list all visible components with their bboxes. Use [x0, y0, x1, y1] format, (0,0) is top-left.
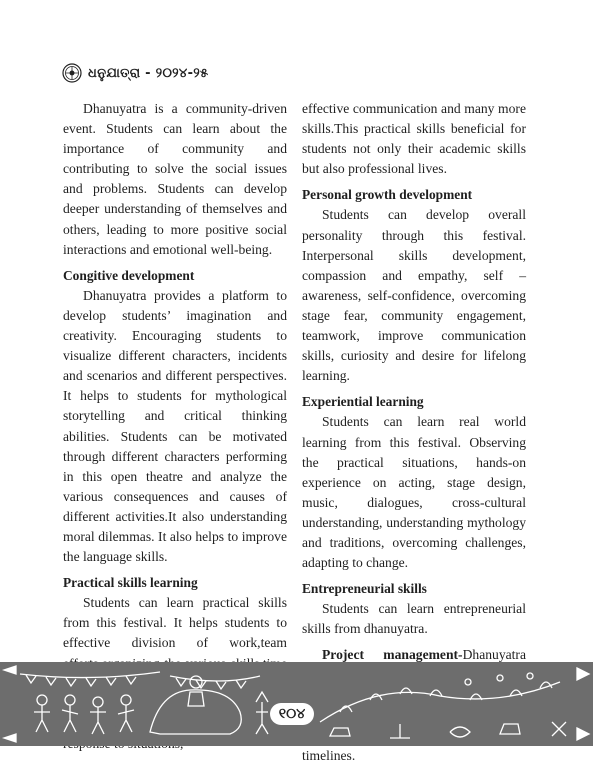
left-column — [63, 99, 287, 754]
intro-paragraph: Dhanuyatra is a community-driven event. Students can learn about the importance of community and contributing to solve the social issues and problems. Students can develop deeper understanding of themselves and others, leading to more positive social interactions and emotional well-being. — [63, 101, 287, 257]
project-text: Dhanuyatra timelines. — [302, 647, 526, 763]
cognitive-heading: Congitive development — [63, 267, 195, 283]
experiential-paragraph: Students can learn real world learning from this festival. Observing the practical situations, hands-on experience on acting, stage design, music, dialogues, cross-cultural understanding, understanding mythology and traditions, overcoming challenges, adapting to change. — [302, 414, 526, 571]
page-number-badge — [270, 703, 314, 725]
continued-paragraph: effective communication and many more skills.This practical skills beneficial for students not only their academic skills but also professional lives. — [302, 101, 526, 177]
personal-heading: Personal growth development — [302, 187, 473, 203]
header-title: ଧନୁଯାତ୍ରା - ୨୦୨୪-୨୫ — [88, 65, 209, 81]
experiential-heading: Experiential learning — [302, 394, 424, 410]
entrepreneurial-paragraph: Students can learn entrepreneurial skills from dhanuyatra. — [302, 601, 526, 637]
page-header — [62, 62, 208, 84]
cognitive-paragraph: Dhanuyatra provides a platform to develop students’ imagination and creativity. Encouraging students to visualize different characters, incidents and scenarios and different perspectives. It helps to students for mythological storytelling and critical thinking abilities. Students can be motivated through different characters performing in this open theatre and analyze the various consequences and causes of different activities.It also understanding moral dilemmas. It also helps to improve the language skills. — [63, 287, 287, 565]
emblem-icon — [62, 63, 82, 83]
practical-paragraph: Students can learn practical skills from this festival. It helps students to effective division of work,team — [63, 595, 287, 651]
practical-heading: Practical skills learning — [63, 575, 198, 591]
page-number: ୧୦୪ — [278, 706, 306, 722]
entrepreneurial-heading: Entrepreneurial skills — [302, 581, 427, 597]
personal-paragraph: Students can develop overall personality through this festival. Interpersonal skills development, compassion and empathy, self –awareness, self-confidence, overcoming stage fear, community engagement, teamwork, improve communication skills, curiosity and desire for lifelong learning. — [302, 207, 526, 384]
project-heading: Project management- — [322, 647, 463, 663]
